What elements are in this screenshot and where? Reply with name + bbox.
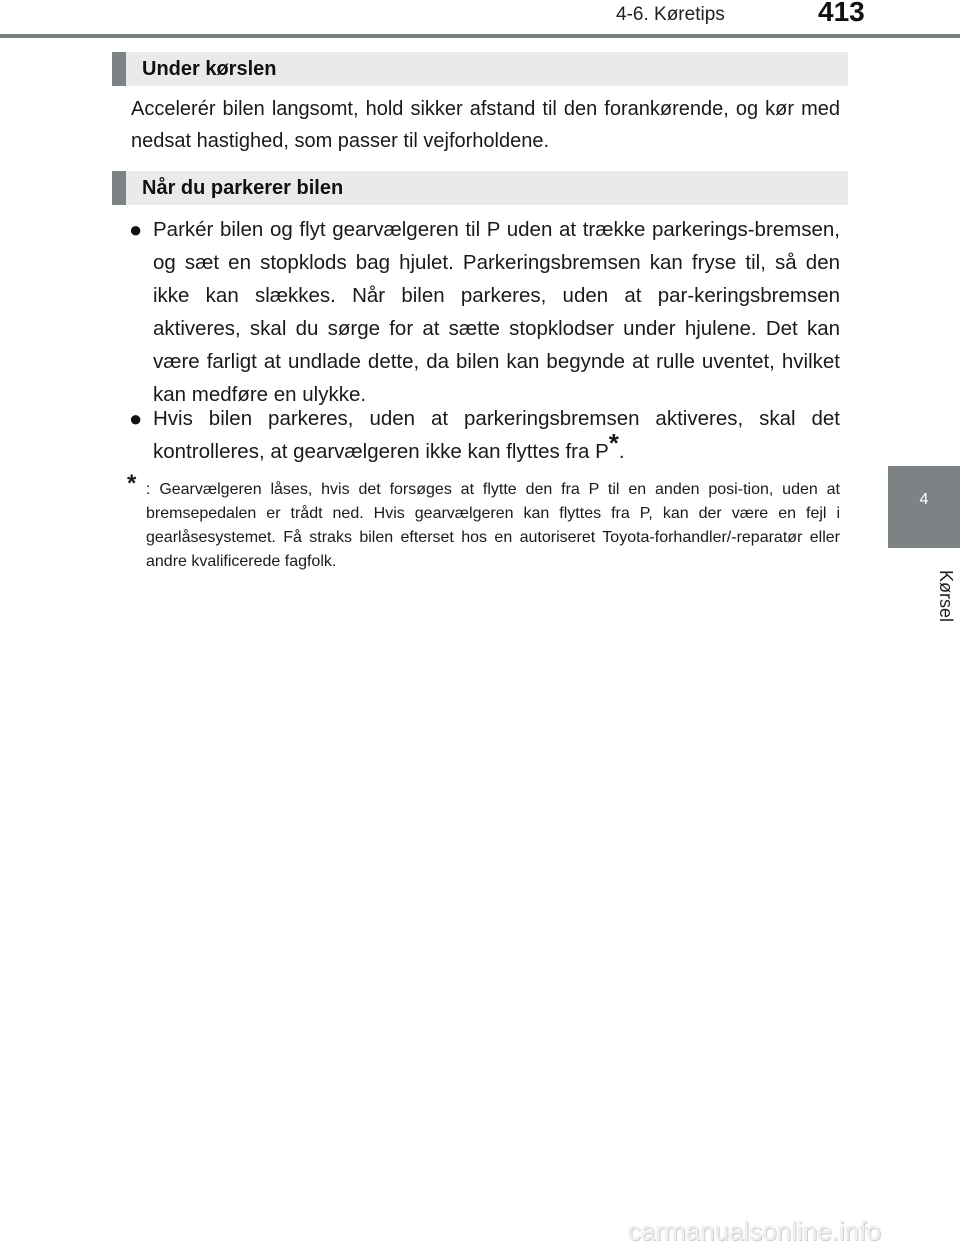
footnote-reference: * — [608, 428, 619, 458]
header-divider — [0, 34, 960, 38]
footnote — [127, 470, 840, 574]
chapter-label: Kørsel — [936, 569, 956, 622]
page-number: 413 — [818, 0, 865, 27]
list-item — [129, 402, 840, 468]
chapter-number: 4 — [919, 491, 929, 508]
bullet-icon: ● — [129, 217, 143, 242]
section-title: 4-6. Køretips — [616, 4, 725, 25]
chapter-tab — [888, 466, 960, 548]
list-item-text — [153, 402, 840, 468]
driving-paragraph: Accelerér bilen langsomt, hold sikker afstand til den forankørende, og kør med nedsat hastighed, som passer til vejforholdene. — [131, 98, 840, 152]
watermark: carmanualsonline.info — [628, 1216, 881, 1246]
section-heading-driving: Under kørslen — [112, 52, 848, 86]
sentence-end: . — [618, 440, 625, 463]
section-heading-parking: Når du parkerer bilen — [112, 171, 848, 205]
list-item-text-body: Hvis bilen parkeres, uden at parkeringsbremsen aktiveres, skal det kontrolleres, at gearvælgeren ikke kan flyttes fra P — [153, 407, 840, 463]
bullet-icon: ● — [129, 406, 143, 431]
list-item-text: Parkér bilen og flyt gearvælgeren til P uden at trække parkerings-bremsen, og sæt en stopklods bag hjulet. Parkeringsbremsen kan fryse til, så den ikke kan slækkes. Når bilen parkeres, uden at par-keringsbremsen aktiveres, skal du sørge for at sætte stopklodser under hjulene. Det kan være farligt at undlade dette, da bilen kan begynde at rulle uventet, hvilket kan medføre en ulykke. — [153, 218, 840, 406]
list-item — [129, 213, 840, 411]
footnote-text: : Gearvælgeren låses, hvis det forsøges at flytte den fra P til en anden posi-tion, uden at bremsepedalen er trådt ned. Hvis gearvælgeren kan flyttes fra P, kan der være en fejl i gearlåsesystemet. Få straks bilen efterset hos en autoriseret Toyota-forhandler/-reparatør eller andre kvalificerede fagfolk. — [146, 481, 840, 570]
footnote-marker: * — [127, 470, 137, 497]
